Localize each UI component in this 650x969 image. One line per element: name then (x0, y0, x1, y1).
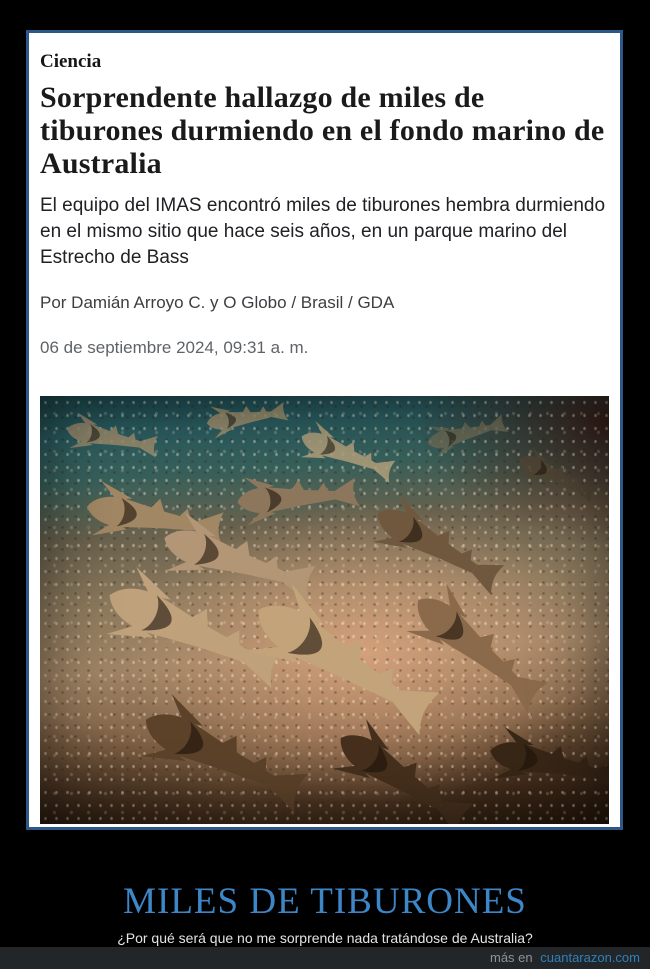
meme-title: MILES DE TIBURONES (123, 881, 527, 922)
article-category: Ciencia (40, 51, 102, 72)
sharks-illustration (40, 396, 609, 824)
article-photo (40, 396, 609, 824)
meme-caption: ¿Por qué será que no me sorprende nada tratándose de Australia? (117, 930, 533, 946)
footer-site-link[interactable]: cuantarazon.com (540, 950, 640, 965)
article-date: 06 de septiembre 2024, 09:31 a. m. (40, 338, 309, 357)
article-subtitle: El equipo del IMAS encontró miles de tiburones hembra durmiendo en el mismo sitio que hace seis años, en un parque marino del Estrecho de Bass (40, 195, 606, 268)
footer-bar (0, 947, 650, 969)
footer-more-text: más en (490, 950, 533, 965)
article-byline: Por Damián Arroyo C. y O Globo / Brasil / GDA (40, 293, 395, 312)
article-card (26, 30, 623, 830)
article-headline: Sorprendente hallazgo de miles de tiburones durmiendo en el fondo marino de Australia (40, 81, 605, 180)
